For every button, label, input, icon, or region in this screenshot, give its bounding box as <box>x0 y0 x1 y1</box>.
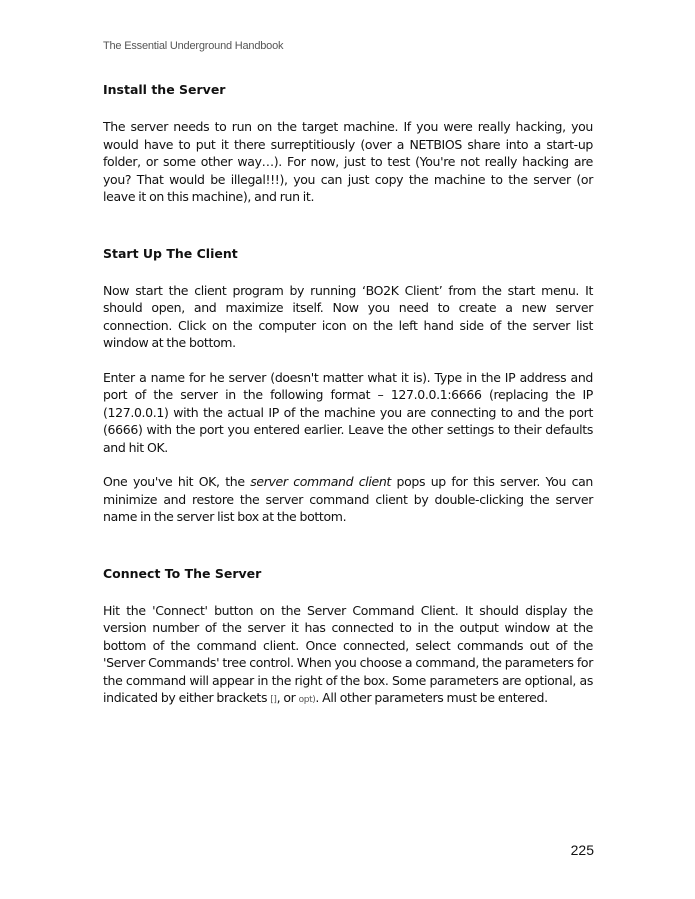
text-run: . All other parameters must be entered. <box>315 690 548 705</box>
italic-term: server command client <box>250 474 391 489</box>
page-number: 225 <box>570 842 594 858</box>
page-body <box>103 80 593 710</box>
section-heading-client: Start Up The Client <box>103 245 238 261</box>
paragraph-client-start: Now start the client program by running ‘BO2K Client’ from the start menu. It should open, and maximize itself. Now you need to create a new server connection. Click on the computer icon on the left hand side of the server list window at the bottom. <box>103 282 593 350</box>
section-heading-connect: Connect To The Server <box>103 565 262 581</box>
paragraph-connect <box>103 602 593 710</box>
paragraph-client-enter-name: Enter a name for he server (doesn't matter what it is). Type in the IP address and port of the server in the following format – 127.0.0.1:6666 (replacing the IP (127.0.0.1) with the actual IP of the machine you are connecting to and the port (6666) with the port you entered earlier. Leave the other settings to their defaults and hit OK. <box>103 369 593 455</box>
opt-inline: opt) <box>298 695 316 705</box>
text-run: , or <box>276 690 299 705</box>
brackets-inline: [] <box>270 695 277 705</box>
paragraph-client-command <box>103 473 593 526</box>
text-run: One you've hit OK, the <box>103 474 251 489</box>
text-run: Hit the 'Connect' button on the Server Command Client. It should display the version number of the server it has connected to in the output window at the bottom of the command client. Once connected, select commands out of the 'Server Commands' tree control. When you choose a command, the parameters for the command will appear in the right of the box. Some parameters are optional, as indicated by either brackets <box>103 602 593 705</box>
text-run: pops up for this server. You can minimize and restore the server command client by double-clicking the server name in the server list box at the bottom. <box>103 474 593 524</box>
section-heading-install: Install the Server <box>103 82 226 97</box>
paragraph-install: The server needs to run on the target machine. If you were really hacking, you would have to put it there surreptitiously (over a NETBIOS share into a start-up folder, or some other way…). For now, just to test (You're not really hacking are you? That would be illegal!!!), you can just copy the machine to the server (or leave it on this machine), and run it. <box>103 119 593 204</box>
running-header: The Essential Underground Handbook <box>103 40 284 52</box>
